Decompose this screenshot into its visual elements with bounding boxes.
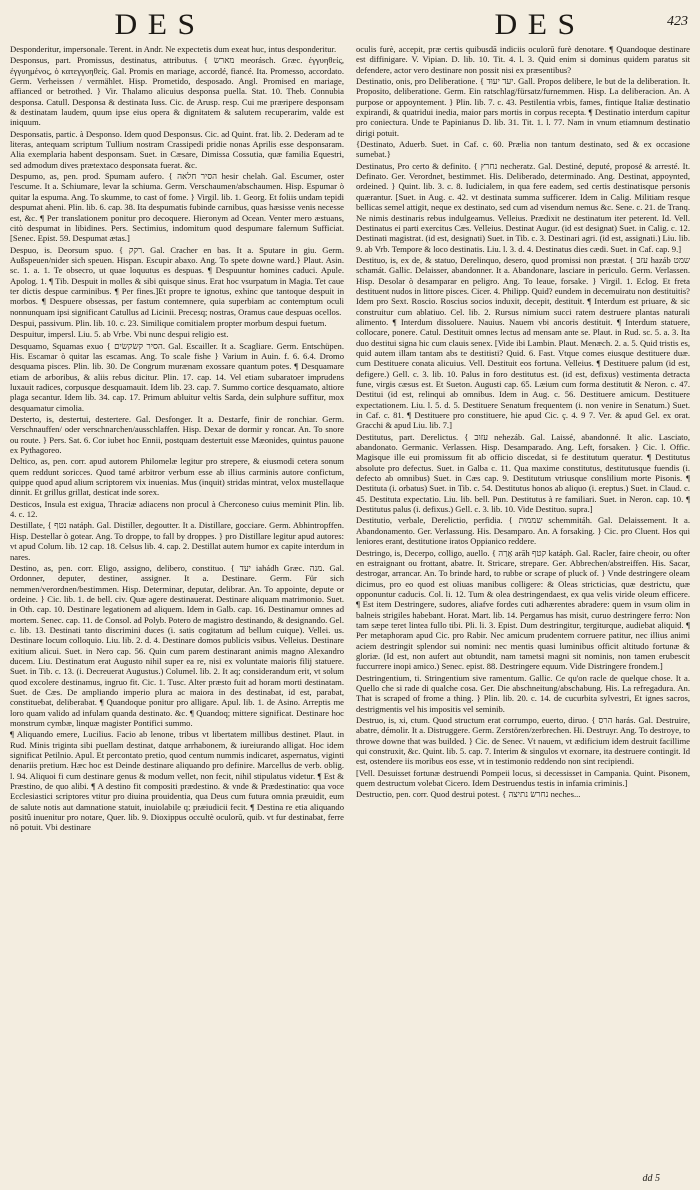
signature-mark: dd 5 bbox=[642, 1173, 660, 1184]
dictionary-entry: Desterto, is, destertui, destertere. Gal. Desfonger. It a. Destarfe, finir de ronchiar. Germ. Verschnauffen/ oder verschnarchen/ausschlaffen. Hisp. Dexar de dormir y roncar. An. To snore ou route. } Pers. Sat. 6. Cor iubet hoc Ennii, postquam destertuit esse Mæonides, quintus pauone ex Pythagoreo. bbox=[10, 414, 344, 456]
right-column bbox=[356, 44, 690, 1164]
two-column-body bbox=[10, 44, 690, 1164]
dictionary-entry: Destringo, is, Decerpo, colligo, auello. { אָרַה arāh קטף katáph. Gal. Racler, faire cheoir, ou ofter en estraignant ou frottant, abatre. It. Stricare, strepare. Ger. Abbrechen/abstreiffen. His. Sacar, destrogar, arrancar. An. To brinde hard, to rubbe or scrape of pluck of. } Vnde destringere oleam dicimus, pro eo quod est oliuas manibus colligere: & Oleas stricticias, quæ destrictu, quæ opponuntur caducis. Col. li. 12. Tum & olea destringendaest, ex qua velis viride oleum efficere. ¶ Est item Destringere, sudores, aliafve fordes cuti adhærentes abradere: quem in vsum olim in balneis strigiles habebant. Horat. Mart. lib. 14. Pergamus has misit, curuo destringere ferro: Non tam sæpe teret lintea fullo tibi. Pli. li. 3. Epist. Dum destringitur, tergiturque, audiebat aliquid. ¶ Per metaphoram apud Cic. pro Rabir. Nec amicum prudentem corruere patitur, nec illius animi aciem destringit splendor sui nomini: nec mentis quasi luminibus officit altitudo fortunæ & gloriæ. (Id est, non aufert aut obtundit, nam tametsi magni sit nominis, non tamen erubescit fuccurrere inopi amico.) Senec. epist. 88. Destringere equum. Vide Distringere frondem.] bbox=[356, 547, 690, 672]
dictionary-entry: Destitutio, verbale, Derelictio, perfidia. { שממוּת schemmitáh. Gal. Delaissement. It a. Abandonamento. Ger. Verlassung. His. Desamparo. An. A forsaking. } Cic. pro Cluent. Hos qui leniores erant, destitutione iratos Oppianico reddere. bbox=[356, 515, 690, 547]
dictionary-entry: {Destinato, Aduerb. Suet. in Caf. c. 60. Prælia non tantum destinato, sed & ex occasione sumebat.} bbox=[356, 139, 690, 160]
header-left-word: DES bbox=[114, 8, 206, 41]
dictionary-entry: ¶ Aliquando emere, Lucilius. Facio ab lenone, tribus vt libertatem millibus destinet. Plaut. in Rud. Minis triginta sibi puellam destinat, datque arrhabonem, & iureiurando alligat. Hoc idem significat Petilnio. Apul. Et percontato pretio, quod centum nummis indicaret, aspernatus, viginti denariis pretium. Hæc hoc est Deinde destinare aliquando pro definire. Marcellus de verb. oblig. l. 94. Aliquoi fi cum destinare genus & modum vellet, non fecit, nihil stipulatus videtur. ¶ Est & Præstino, de quo alibi. ¶ A destino fit compositi prædestino. & vnde & Prædestinatio: qua voce Ecclesiastici scriptores vtitur pro diuina prouidentia, qua Deus cum futura omnia præuidit, eum de salute notis aut damnatione statuit, inuiolabile q; præiudicii fecit. ¶ Destina re etia aliquando positû inuenitur pro notare, Quer. lib. 9. Dioxippus occultè oculorū, quib. vt fur destinabat, ferre nō potuit. Vbi destinare bbox=[10, 729, 344, 833]
left-column bbox=[10, 44, 344, 1164]
dictionary-entry: Destillate, { נטף natáph. Gal. Distiller, degoutter. It a. Distillare, gocciare. Germ. Abhintropffen. Hisp. Destellar ò gotear. Ang. To droppe, to fall by droppes. } pro Distillare legitur apud autores: vt apud Colum. lib. 12 cap. 18. Celsus lib. 4. cap. 2. Destillat autem humor ex capite interdum in nares. bbox=[10, 520, 344, 562]
running-header bbox=[10, 8, 690, 44]
dictionary-entry: Despumo, as, pen. prod. Spumam aufero. { הסיר חלאה hesir chelah. Gal. Escumer, oster l'escume. It a. Schiumare, levar la schiuma. Germ. Verschaumen/abschaumen. Hisp. Espumar ò quitar la espuma. Ang. To skumme, to cast of fome. } Virgil. lib. 1. Georg. Et foliis undam tepidi despumat aheni. Plin. lib. 6. cap. 38. Ita despumatis fubinde carnibus, quas hæsisse venis necesse est, &c. ¶ Per translationem ponitur pro decoquere. Hieronym ad Ocean. Venter mero æstuans, citò despumat in libidines. Pers. Sectimius, indomitum quod despumare falernum Sufficiat. [Senec. Epist. 59. Despumat ætas.] bbox=[10, 171, 344, 244]
dictionary-entry: Destitutus, part. Derelictus. { עזוּב nehezáb. Gal. Laissé, abandonné. It alic. Lasciato, abandonato. Germanic. Verlassen. Hisp. Desamparado. Ang. Left, forsaken. } Cic. l. Offic. Magisque ille eui promissum fit ab officio discedat, si fe destitutum queratur. ¶ Destitutus absolute pro defectus. Suet. in Galba c. 11. Qua maxime constitutus, destitutusque fuendis (i. defecto ab omnibus) Suet. in Cæs cap. 9. Destitutum vtriusque conslilium morte Pisonis. ¶ Destituta (i. orbatus) Suet. in Tib. c. 54. Destitutus honos ab aliquo (i. ereptus.) Suet. in Claud. c. 45. Destituta expectatio. Liu. lib. bell. Pun. Destitutus à re familiari. Suet. in Neron. cap. 10. ¶ Destitutus palus (i. defixus.) Gell. c. 3. lib. 10. Vide Destituo. supra.] bbox=[356, 431, 690, 515]
dictionary-entry: Destinatio, onis, pro Deliberatione. { יעד יעוּד. Gall. Propos delibere, le but de la deliberation. It. Proposito, deliberatione. Germ. Ein ratschlag/fürsatz/furnemmen. Hisp. La deliberacion. An. A purpose or appoyntement. } Plin. lib. 7. c. 43. Pestilentia vrbis, fames, fintique Italiæ destinatio expirandi, & quatridui inedia, maior pars mortis in corpus recepta. ¶ Destinatio interdum capitur pro coniectura. Unde te Papinianus D. lib. 31. Tit. 1. l. 77. Nam in vnum etiamnum destinatio dirigi potuit. bbox=[356, 76, 690, 138]
dictionary-entry: Destringentium, ti. Stringentium sive ramentum. Gallic. Ce qu'on racle de quelque chose. It a. Quello che si rade di qualche cosa. Ger. Die abschneitung/abschabung. His. La refregadura. An. That is scraped of frome a thing. } Plin. lib. 20. c. 14. de cucurbita sylvestri, Et ignes sacros, destrigmentis vel his impositis vel seminib. bbox=[356, 672, 690, 714]
dictionary-entry: Despuitur, impersl. Liu. 5. ab Vrbe. Vbi nunc despui religio est. bbox=[10, 329, 229, 340]
dictionary-entry: oculis furè, accepit, præ certis quibusdā indiciis oculorū furè denotare. ¶ Quandoque destinare est diffinigare. V. Vipian. D. lib. 10. Tit. 4. l. 3. Quid enim si dominus quidem paratus sit defendere, actor vero destinare non possit nisi ex præsentibus? bbox=[356, 44, 690, 75]
dictionary-entry: Deltico, as, pen. corr. apud autorem Philomelæ legitur pro strepere, & eiusmodi cetera sonum quem reddunt soricces. Quod tamé arbitror verbum esse ab illius carminis autore confictum, quippe quod apud alium scriptorem vix inuenias. Mus (inquit) stridas mintrat, velox mustellaque dinnit. Et grillus grillat, desticat inde sorex. bbox=[10, 456, 344, 498]
dictionary-entry: [Vell. Desuisset fortunæ destruendi Pompeii locus, si decessisset in Campania. Quint. Pisonem, quem destructum volebat Cicero. Idem Destruendus testis in infamia criminis.] bbox=[356, 767, 690, 789]
header-right-word: DES bbox=[494, 8, 586, 41]
dictionary-entry: Desponderitur, impersonale. Terent. in Andr. Ne expectetis dum exeat huc, intus desponderitur. bbox=[10, 44, 337, 54]
dictionary-entry: Destino, as, pen. corr. Eligo, assigno, delibero, constituo. { יעד iahádh Græc. מנה. Gal. Ordonner, deputer, destiner, assigner. It a. Destinare. Germ. Für sich nemmen/verordnen/bestimmen. Hisp. Determinar, deputar, delibrar. An. To appointe, depute or ordeine. } Cic. lib. 1. de bell. civ. Quæ agere destinauerat. Destinare aliquam matrimonio. Suet. in Oth. cap. 10. Destinare legationem ad aliquem. Idem in Galb. cap. 16. Destinamur omnes ad mortem. Senec. cap. 11. de Consol. ad Polyb. Potero de magistro destinando, & designando. Gel. c. lib. 13. Destinati tanto discrimini duces (i. satis cogitatum ad bellum cuique). Vellei. us. Destinare locum colloquio. Liu. lib. 2. d. 4. Destinare domos publicis vsibus. Velleius. Destinare exitium alicui. Suet. in Nero cap. 56. Quin cum parem destinarant animis magno Alexandro ducem. Liu. Destinatum erat Augusto nihil super ea re, nisi ex voluntate maioris filij statuere. Suet. in Tib. c. 13. (i. Decreuerat Augustus.) Columel. lib. 2. It aq; considerandum erit, vt solum quod excolere destinamus, ingruo fit. Cic. 1. Tusc. Alter præsto fuit ad horam morti destinatam. Suet. de Cæs. De ampliando imperio plura ac maiora in des destinabat, id est, parabat, constituebat, deliberabat. ¶ Quandoque ponitur pro alligare. Apul. lib. 1. de Asino. Arreptis me loro quam valido ad infulam quanda destinato. &c. ¶ Quandoq; mittere significat. Destinare hoc monstrum cymbæ, linquæ magister Pontifici summo. bbox=[10, 562, 344, 728]
dictionary-entry: Destructio, pen. corr. Quod destrui potest. { נחרשׂ נתיצה neches... bbox=[356, 789, 581, 800]
dictionary-entry: Desponsus, part. Promissus, destinatus, attributus. { מארשׂ meorásch. Græc. ἐγγυηθείς, ἐγγυημένος, ὁ κατεγγυηθείς. Gal. Promis en mariage, accordé, fiancé. Ita. Promesso, accordato. Germ. Verheissen / vermählet. Hisp. Prometido, desposado. Angl. Promised en mariage, affianced or betrothed. } Vir. Thalamo alicuius desponsa puella. Stat. 10. Theb. Connubia desponsa. Catull. Desponsa & destinata Iuss. Cic. de Arusp. resp. Cui me præripere desponsam & destinatam laudem, quum ipse eius opera & dignitatem & salutem recuperarim, valde est iniquum. bbox=[10, 55, 344, 128]
dictionary-entry: Despui, passivum. Plin. lib. 10. c. 23. Similique comitialem propter morbum despui fuetum. bbox=[10, 317, 327, 328]
dictionary-entry: Despuo, is. Deorsum spuo. { רקק. Gal. Cracher en bas. It a. Sputare in giu. Germ. Außspeuen/nider sich speuen. Hispan. Escupir abaxo. Ang. To spete downe ward.} Plaut. Asin. sc. 1. a. 1. Te obsecro, ut quae loquutus es despuas. ¶ Despuuntur homines caduci. Apule. Apolog. 1. ¶ Tib. Despuit in molles & sibi quisque sinus. Erat hoc vsurpatum in Magia. Tet caue ter dictis despue carminibus. ¶ Per fines.]Et propre te ignotus, exhinc que tantoque despuit in morbos. ¶ Despuere obsessas, per fastum contemnere, quia superbiam ac contemptum oculi nonnunquam ipsi significant Catullus ad Licinii. Precesq; nostras, Oramus caue despuas ocellos. bbox=[10, 244, 344, 317]
page-number: 423 bbox=[667, 14, 688, 29]
dictionary-entry: Destruo, is, xi, ctum. Quod structum erat corrumpo, euerto, diruo. { הרס harás. Gal. Destruire, abatre, démolir. It a. Distruggere. Germ. Zerstören/zerbrechen. Hi. Destruyr. Ang. To destroye, to throwe downe that was builded. } Cic. de Senec. Vt nauem, vt ædificium idem destruit facillime qui construxit, &c. Quint. lib. 5. cap. 7. Interim & singulos vt exornare, ita destruere contingit. Id est, ostendere iis moribus eos esse, vt in testimonio reddendo non sint recipiendi. bbox=[356, 715, 690, 767]
dictionary-entry: Desponsatis, partic. à Desponso. Idem quod Desponsus. Cic. ad Quint. frat. lib. 2. Dederam ad te literas, antequam scriptum Tullium nostram Crassipedi pridie nonas Aprilis esse desponsaram. Alia exemplaria habent desponsam. Suet. in Cæsare, Dimissa Cossutia, quæ familia Equestri, sed admodum dives prætextaco desponsata fuerat. &c. bbox=[10, 128, 344, 170]
dictionary-entry: Desquamo, Squamas exuo { הסיר קשׂקשׂים. Gal. Escailler. It a. Scagliare. Germ. Entschüpen. His. Escamar ò quitar las escamas. Ang. To scale fishe } Varium in Auin. f. 6. 6.4. Dromo desquama pisces. Plin. lib. 30. De Congrum murænam exossare quantum potes. ¶ Desquamare etiam de arboribus, & aliis rebus dicitur. Plin. 17. cap. 14. Vel etiam subaratoer imprudens luxauit radices, corpusque desquamauit. Idem lib. 23. cap. 7. Summo cortice desquamato, altiore plaga secantur. Idem lib. 34. cap. 17. Primum abluitur veltis Sarda, dein sulphure suffitur, mox desquamatur cimolia. bbox=[10, 340, 344, 413]
dictionary-entry: Destituo, is, ex de, & statuo, Derelinquo, desero, quod promissi non præstat. { עזב hazáb שמט schamát. Gallic. Delaisser, abandonner. It a. Abandonare, lasciare in periculo. Germ. Verlassen. Hisp. Desolar ò desamparar en peligro. Ang. To leaue, forsake. } Virgil. 1. Eclog. Et freta destituent nudos in littore pisces. Cicer. 4. Philipp. Quid? eundem in decemuiratu non destituitis? Idem pro Sext. Roscio. Roscius socios induxit, decepit, destituit. ¶ Interdum est priuare, & sic construitur cum ablatiuo. Cel. lib. 2. Rursus nimium succi ratem destruere plantas naturali alimento. ¶ Interdum dissoluere. Nauius. Nauem vbi ancoris destituit. ¶ Interdum statuere, collocare, ponere. Catul. Destituit omnes lectus ad mensam ante se. Plaut. in Rud. sc. 5. a. 3. Ita duo destitui signa hic cum clauis senex. [Vide ibi Lambin. Plaut. Menæch. 2. a. 5. Quid tristis es, quid autem illam tantam abs te destitisti? Quid. 6. Fast. Vtque comes eiusque destituere duæ. cum Destituere conata alicuius. Vell. Destituit eos fortuna. Velleius. ¶ Destituere palum (id est, defigere.) Gell. c. 3. lib. 10. Palus in foro destitutus est. (id est, defixus) vestimenta detracta fune, virgis cæsus est. Et Sueton. Augusti cap. 65. Læium cum forma destitutit & Neron. c. 47. Destitui (id est, relinqui ab omnibus. Idem in Aug. c. 56. Destituere amicum. Destituere expectationem. Liu. l. 5. d. 5. Destituere Senatum frequentem (i. non venire in Senatum.) Suet. in Caf. c. 81. ¶ Destituere pro constituere, hie apud Cic. ç. 4. 9 7. Ver. & apud Gel. ex orat. Gracchi & apud Liu. lib. 7.] bbox=[356, 254, 690, 431]
dictionary-entry: Destinatus, Pro certo & definito. { נחרץ necheratz. Gal. Destiné, deputé, proposé & arresté. It. Definato. Ger. Verordnet, bestimmet. His. Deliberado, determinado. Ang. Destinat, appoynted, ordeined. } Quint. lib. 3. c. 8. Iudicialem, in qua fere eadem, sed certis destinatisque personis quærantur. [Suet. in Aug. c. 42. vt destinata summa sufficerer. Idem in Calig. Militiam resque bellicas semel attigit, neque ex destinato, sed cum ad visendum nemus &c. Sene. c. 21. de Tranq. Ne nimis destinaris rebus indulgeamus. Velleius. Prædixit ne destinatum iter peterent. Id. Vell. Destinatus ei parti exercitus Cæs. Velleius. Destinat Augur. (id est designat) Suet. in Calig. c. 12. Destinati magistrat. (id est, designati) Suet. in Tib. c. 3. Destinari agri. (id est, assignati.) Liu. lib. 9. ab Vrb. Tempore & loco destinatis. Liu. l. 3. d. 4. Destinatus dies cædi. Suet. in Caf. cap. 9.] bbox=[356, 160, 690, 254]
dictionary-entry: Desticos, Insula est exigua, Thraciæ adiacens non procul à Cherconeso cuius meminit Plin. lib. 4. c. 12. bbox=[10, 498, 344, 520]
